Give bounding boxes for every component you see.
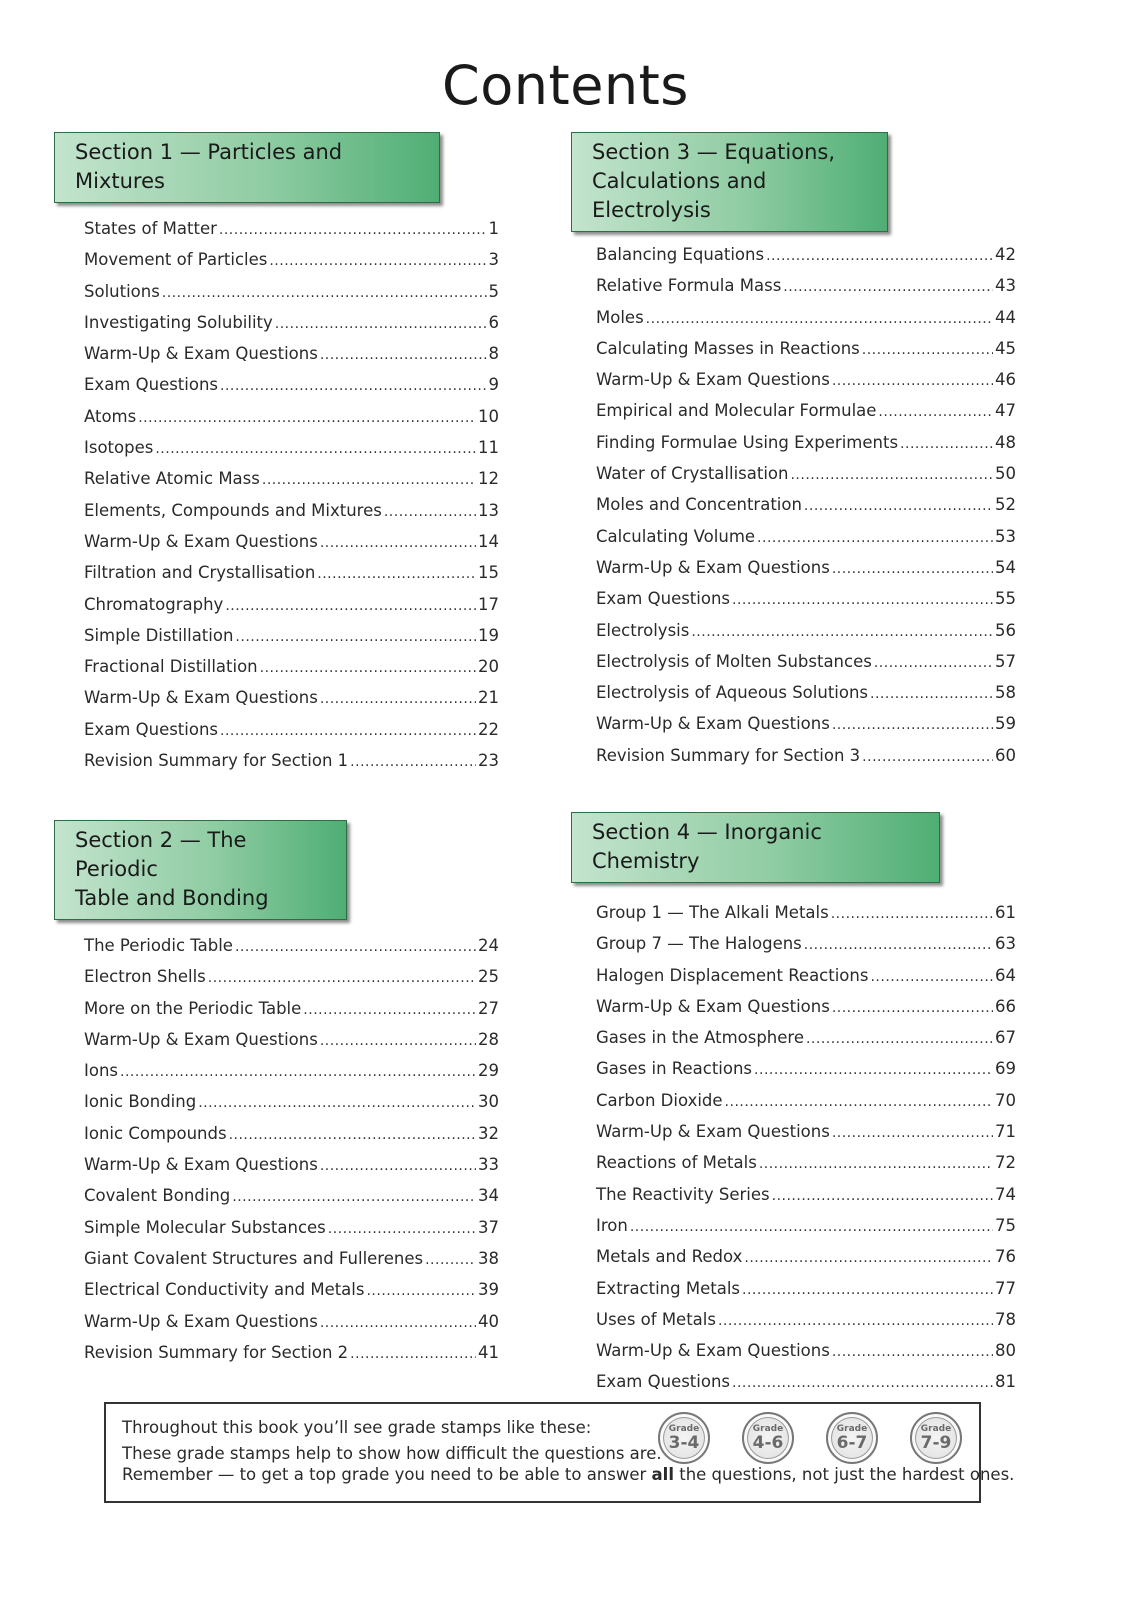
toc-entry-page: 10 (478, 406, 499, 426)
grade-note-line-2: These grade stamps help to show how difficult the questions are. (122, 1444, 662, 1463)
toc-entry (596, 308, 1016, 339)
toc-leader-dots (425, 1252, 476, 1268)
toc-leader-dots (320, 1315, 476, 1331)
toc-entry-title: Gases in Reactions (596, 1059, 753, 1079)
toc-entry-title: Electron Shells (84, 967, 206, 987)
toc-entry (84, 563, 499, 594)
toc-entry (596, 276, 1016, 307)
toc-leader-dots (275, 316, 487, 332)
toc-entry (84, 720, 499, 751)
toc-entry-title: Covalent Bonding (84, 1186, 231, 1206)
toc-entry-page: 13 (478, 500, 499, 520)
toc-leader-dots (725, 1094, 993, 1110)
toc-leader-dots (878, 404, 993, 420)
section-2-heading-line-2: Table and Bonding (75, 886, 269, 910)
toc-entry (596, 1028, 1016, 1059)
toc-entry-page: 38 (478, 1248, 499, 1268)
toc-entry-title: Movement of Particles (84, 250, 268, 270)
toc-entry-title: Electrolysis of Molten Substances (596, 651, 872, 671)
toc-entry-title: Reactions of Metals (596, 1153, 757, 1173)
toc-entry-title: Group 1 — The Alkali Metals (596, 903, 829, 922)
toc-entry-page: 30 (478, 1092, 499, 1112)
toc-entry-page: 23 (478, 751, 499, 771)
toc-entry-title: Ions (84, 1061, 119, 1081)
toc-entry (596, 1059, 1016, 1090)
toc-entry-page: 52 (995, 495, 1016, 515)
toc-leader-dots (732, 1375, 993, 1391)
toc-entry (84, 1249, 499, 1280)
toc-entry-title: Warm-Up & Exam Questions (596, 557, 830, 577)
toc-entry (84, 219, 499, 250)
toc-entry-page: 56 (995, 620, 1016, 640)
toc-entry-title: Balancing Equations (596, 245, 765, 264)
toc-entry (596, 558, 1016, 589)
toc-leader-dots (350, 754, 476, 770)
toc-leader-dots (269, 253, 486, 269)
toc-entry-page: 67 (995, 1028, 1016, 1048)
toc-entry-page: 3 (488, 250, 499, 270)
toc-entry-page: 43 (995, 276, 1016, 296)
toc-entry-page: 11 (478, 438, 499, 458)
toc-entry (596, 1310, 1016, 1341)
toc-entry (84, 1030, 499, 1061)
toc-entry-page: 5 (488, 281, 499, 301)
toc-entry-page: 75 (995, 1215, 1016, 1235)
toc-leader-dots (900, 436, 993, 452)
toc-entry-page: 15 (478, 563, 499, 583)
toc-entry-title: Moles (596, 307, 644, 327)
toc-entry (596, 652, 1016, 683)
toc-entry-page: 66 (995, 996, 1016, 1016)
toc-entry-page: 12 (478, 469, 499, 489)
toc-leader-dots (832, 561, 993, 577)
toc-entry-title: Calculating Volume (596, 526, 756, 546)
grade-note-line-3-end: the questions, not just the hardest ones. (673, 1465, 1015, 1484)
grade-stamp-label: Grade (668, 1423, 700, 1434)
toc-entry (84, 1092, 499, 1123)
grade-note-line-1: Throughout this book you’ll see grade stamps like these: (122, 1418, 592, 1437)
toc-entry-page: 57 (995, 651, 1016, 671)
toc-leader-dots (772, 1188, 993, 1204)
toc-entry-title: Isotopes (84, 438, 154, 458)
toc-leader-dots (235, 629, 476, 645)
grade-stamp-icon (910, 1412, 962, 1464)
grade-stamps (658, 1412, 962, 1464)
toc-entry-title: Finding Formulae Using Experiments (596, 432, 899, 452)
section-3-toc (571, 245, 1016, 777)
toc-leader-dots (870, 969, 993, 985)
toc-entry (84, 1280, 499, 1311)
toc-entry-title: Moles and Concentration (596, 495, 802, 515)
toc-entry-title: Atoms (84, 406, 137, 426)
toc-entry (84, 407, 499, 438)
toc-entry-page: 28 (478, 1029, 499, 1049)
toc-leader-dots (874, 655, 993, 671)
toc-entry-title: Empirical and Molecular Formulae (596, 401, 877, 421)
toc-entry-title: Fractional Distillation (84, 657, 258, 677)
toc-entry-title: Revision Summary for Section 2 (84, 1342, 349, 1362)
toc-entry-page: 39 (478, 1280, 499, 1300)
toc-entry-title: Metals and Redox (596, 1247, 743, 1267)
toc-entry (596, 934, 1016, 965)
toc-entry-page: 44 (995, 307, 1016, 327)
toc-entry-title: Group 7 — The Halogens (596, 934, 802, 954)
toc-entry-page: 9 (488, 375, 499, 395)
toc-entry (84, 501, 499, 532)
toc-entry (84, 1124, 499, 1155)
toc-entry (84, 657, 499, 688)
toc-entry-title: Chromatography (84, 594, 224, 614)
toc-leader-dots (732, 592, 993, 608)
toc-entry (596, 245, 1016, 276)
toc-leader-dots (219, 222, 487, 238)
toc-entry (84, 532, 499, 563)
toc-entry-title: Water of Crystallisation (596, 464, 789, 484)
toc-leader-dots (120, 1064, 476, 1080)
grade-stamp-value: 4-6 (752, 1432, 784, 1453)
toc-leader-dots (232, 1189, 476, 1205)
toc-entry-page: 80 (995, 1341, 1016, 1361)
toc-entry-title: Warm-Up & Exam Questions (596, 1341, 830, 1361)
toc-entry-title: Relative Atomic Mass (84, 469, 260, 489)
toc-leader-dots (790, 467, 993, 483)
toc-entry (596, 370, 1016, 401)
toc-entry-title: Investigating Solubility (84, 312, 273, 332)
toc-leader-dots (759, 1156, 993, 1172)
grade-note-emphasis: all (651, 1465, 674, 1484)
toc-leader-dots (320, 535, 476, 551)
toc-entry (596, 621, 1016, 652)
section-4-heading: Section 4 — Inorganic Chemistry (571, 812, 940, 883)
toc-entry-title: Revision Summary for Section 3 (596, 745, 861, 765)
grade-stamp-icon (742, 1412, 794, 1464)
toc-entry (84, 282, 499, 313)
toc-entry-title: Warm-Up & Exam Questions (596, 1122, 830, 1142)
toc-entry (596, 997, 1016, 1028)
toc-entry-title: Exam Questions (84, 375, 219, 395)
toc-leader-dots (138, 410, 476, 426)
toc-entry (84, 936, 499, 967)
toc-entry-title: Gases in the Atmosphere (596, 1028, 804, 1048)
toc-entry-page: 63 (995, 934, 1016, 954)
toc-entry-title: Halogen Displacement Reactions (596, 965, 869, 985)
toc-entry (596, 1185, 1016, 1216)
toc-entry-page: 33 (478, 1155, 499, 1175)
toc-entry-page: 69 (995, 1059, 1016, 1079)
toc-entry (84, 344, 499, 375)
toc-entry-title: Warm-Up & Exam Questions (84, 688, 318, 708)
toc-entry-title: Elements, Compounds and Mixtures (84, 500, 382, 520)
toc-entry-page: 17 (478, 594, 499, 614)
toc-entry (84, 595, 499, 626)
toc-entry-page: 81 (995, 1372, 1016, 1392)
section-1-toc (54, 219, 499, 782)
toc-entry-title: The Periodic Table (84, 936, 233, 955)
toc-entry-page: 47 (995, 401, 1016, 421)
toc-entry (84, 1343, 499, 1374)
toc-entry-title: Extracting Metals (596, 1278, 741, 1298)
toc-leader-dots (220, 723, 476, 739)
toc-leader-dots (384, 504, 476, 520)
toc-leader-dots (162, 285, 487, 301)
section-2-toc (54, 936, 499, 1374)
toc-entry-title: Warm-Up & Exam Questions (84, 344, 318, 364)
toc-entry-title: Exam Questions (596, 1372, 731, 1392)
toc-entry-page: 25 (478, 967, 499, 987)
grade-stamp-value: 3-4 (668, 1432, 700, 1453)
section-2-heading-line-1: Section 2 — The Periodic (75, 828, 247, 881)
section-3-heading (571, 132, 888, 232)
toc-entry-title: Warm-Up & Exam Questions (596, 370, 830, 390)
toc-leader-dots (317, 566, 476, 582)
toc-entry-title: Uses of Metals (596, 1309, 716, 1329)
toc-entry (596, 746, 1016, 777)
toc-entry-title: Relative Formula Mass (596, 276, 782, 296)
toc-entry-page: 22 (478, 719, 499, 739)
toc-entry (84, 313, 499, 344)
toc-entry-page: 41 (478, 1342, 499, 1362)
toc-leader-dots (262, 472, 476, 488)
toc-entry-page: 61 (995, 903, 1016, 922)
toc-leader-dots (303, 1002, 476, 1018)
toc-leader-dots (832, 1344, 993, 1360)
toc-entry (596, 464, 1016, 495)
toc-entry (596, 966, 1016, 997)
toc-entry-page: 1 (488, 219, 499, 238)
toc-entry (596, 1122, 1016, 1153)
section-3-heading-line-2: Calculations and Electrolysis (592, 169, 767, 222)
toc-leader-dots (832, 1125, 993, 1141)
toc-entry-title: Exam Questions (596, 589, 731, 609)
toc-leader-dots (320, 1033, 476, 1049)
toc-leader-dots (350, 1346, 476, 1362)
toc-leader-dots (754, 1062, 993, 1078)
toc-entry-page: 72 (995, 1153, 1016, 1173)
toc-leader-dots (229, 1127, 476, 1143)
toc-entry-title: Solutions (84, 281, 160, 301)
toc-entry (84, 1155, 499, 1186)
toc-entry-title: Warm-Up & Exam Questions (596, 714, 830, 734)
toc-leader-dots (366, 1283, 476, 1299)
grade-stamp-value: 6-7 (836, 1432, 868, 1453)
section-3-heading-line-1: Section 3 — Equations, (592, 140, 836, 164)
toc-entry-title: Warm-Up & Exam Questions (596, 996, 830, 1016)
section-2-heading (54, 820, 347, 920)
toc-entry-page: 78 (995, 1309, 1016, 1329)
grade-stamp-icon (658, 1412, 710, 1464)
toc-entry-title: Warm-Up & Exam Questions (84, 1311, 318, 1331)
toc-entry-page: 32 (478, 1123, 499, 1143)
toc-entry (596, 589, 1016, 620)
toc-entry-title: States of Matter (84, 219, 217, 238)
grade-stamp-label: Grade (836, 1423, 868, 1434)
toc-leader-dots (766, 248, 993, 264)
toc-entry (84, 999, 499, 1030)
toc-entry-page: 64 (995, 965, 1016, 985)
toc-leader-dots (832, 1000, 993, 1016)
toc-leader-dots (832, 373, 993, 389)
section-1-heading: Section 1 — Particles and Mixtures (54, 132, 440, 203)
toc-entry (596, 1372, 1016, 1403)
grade-note-line-3-start: Remember — to get a top grade you need to be able to answer (122, 1465, 652, 1484)
section-4 (571, 812, 1016, 1404)
toc-leader-dots (646, 311, 993, 327)
toc-entry-page: 20 (478, 657, 499, 677)
grade-note-line-3 (122, 1465, 1014, 1484)
toc-entry-page: 59 (995, 714, 1016, 734)
toc-entry (596, 1247, 1016, 1278)
toc-entry-page: 14 (478, 531, 499, 551)
section-1 (54, 132, 499, 782)
page-title: Contents (442, 54, 689, 117)
toc-entry-title: Ionic Bonding (84, 1092, 197, 1112)
toc-entry-page: 70 (995, 1090, 1016, 1110)
toc-entry (596, 495, 1016, 526)
toc-leader-dots (155, 441, 476, 457)
toc-entry-page: 48 (995, 432, 1016, 452)
toc-entry (596, 1091, 1016, 1122)
toc-entry-title: Giant Covalent Structures and Fullerenes (84, 1248, 424, 1268)
toc-entry-page: 55 (995, 589, 1016, 609)
toc-entry (84, 1218, 499, 1249)
toc-entry-page: 42 (995, 245, 1016, 264)
toc-entry-page: 27 (478, 998, 499, 1018)
toc-leader-dots (260, 660, 476, 676)
toc-entry-page: 46 (995, 370, 1016, 390)
grade-stamp-value: 7-9 (920, 1432, 952, 1453)
toc-entry-title: Calculating Masses in Reactions (596, 338, 860, 358)
toc-leader-dots (328, 1221, 476, 1237)
section-2 (54, 820, 499, 1374)
toc-leader-dots (320, 691, 476, 707)
toc-entry-title: Warm-Up & Exam Questions (84, 1029, 318, 1049)
toc-leader-dots (320, 347, 487, 363)
toc-entry-title: The Reactivity Series (596, 1184, 770, 1204)
toc-entry (596, 339, 1016, 370)
toc-entry-title: More on the Periodic Table (84, 998, 302, 1018)
toc-entry-page: 53 (995, 526, 1016, 546)
toc-entry (596, 714, 1016, 745)
toc-entry-title: Electrolysis (596, 620, 690, 640)
toc-entry (84, 688, 499, 719)
toc-entry (596, 1279, 1016, 1310)
toc-entry (596, 1153, 1016, 1184)
toc-entry (596, 1341, 1016, 1372)
toc-entry (84, 375, 499, 406)
toc-entry-title: Exam Questions (84, 719, 219, 739)
toc-entry-page: 76 (995, 1247, 1016, 1267)
toc-entry-page: 29 (478, 1061, 499, 1081)
grade-stamp-note (104, 1402, 1015, 1503)
toc-entry-page: 8 (488, 344, 499, 364)
grade-stamp-label: Grade (920, 1423, 952, 1434)
toc-leader-dots (757, 530, 993, 546)
toc-leader-dots (804, 937, 993, 953)
toc-entry (84, 1186, 499, 1217)
toc-leader-dots (718, 1313, 993, 1329)
toc-leader-dots (220, 378, 486, 394)
toc-entry (84, 1061, 499, 1092)
toc-entry-title: Filtration and Crystallisation (84, 563, 316, 583)
toc-entry-page: 77 (995, 1278, 1016, 1298)
section-3 (571, 132, 1016, 777)
grade-stamp-icon (826, 1412, 878, 1464)
toc-entry (84, 626, 499, 657)
toc-entry-title: Iron (596, 1215, 628, 1235)
toc-entry (84, 1312, 499, 1343)
toc-leader-dots (225, 598, 476, 614)
toc-entry-page: 34 (478, 1186, 499, 1206)
toc-entry-title: Ionic Compounds (84, 1123, 227, 1143)
toc-entry (596, 683, 1016, 714)
toc-entry-title: Warm-Up & Exam Questions (84, 531, 318, 551)
toc-entry-page: 45 (995, 338, 1016, 358)
toc-leader-dots (691, 624, 993, 640)
toc-entry (596, 401, 1016, 432)
toc-entry-page: 54 (995, 557, 1016, 577)
toc-entry-title: Electrical Conductivity and Metals (84, 1280, 365, 1300)
toc-entry-page: 74 (995, 1184, 1016, 1204)
toc-leader-dots (832, 717, 993, 733)
toc-entry-page: 24 (478, 936, 499, 955)
toc-entry-title: Simple Molecular Substances (84, 1217, 326, 1237)
toc-entry-page: 21 (478, 688, 499, 708)
toc-entry (84, 438, 499, 469)
toc-leader-dots (831, 906, 993, 922)
toc-leader-dots (742, 1282, 993, 1298)
toc-entry (596, 433, 1016, 464)
toc-leader-dots (320, 1158, 476, 1174)
toc-entry (84, 469, 499, 500)
toc-leader-dots (208, 970, 476, 986)
toc-entry-page: 37 (478, 1217, 499, 1237)
toc-entry-title: Simple Distillation (84, 625, 234, 645)
toc-entry-title: Carbon Dioxide (596, 1090, 723, 1110)
toc-entry-page: 58 (995, 683, 1016, 703)
toc-entry (84, 967, 499, 998)
toc-leader-dots (862, 342, 993, 358)
toc-entry-title: Warm-Up & Exam Questions (84, 1155, 318, 1175)
toc-entry (596, 903, 1016, 934)
toc-entry (84, 250, 499, 281)
toc-entry-title: Electrolysis of Aqueous Solutions (596, 683, 869, 703)
toc-leader-dots (235, 939, 476, 955)
toc-leader-dots (806, 1031, 993, 1047)
toc-entry-page: 40 (478, 1311, 499, 1331)
toc-entry-page: 50 (995, 464, 1016, 484)
toc-leader-dots (744, 1250, 993, 1266)
toc-entry (84, 751, 499, 782)
toc-leader-dots (198, 1095, 476, 1111)
toc-entry-page: 6 (488, 312, 499, 332)
toc-leader-dots (630, 1219, 993, 1235)
grade-stamp-label: Grade (752, 1423, 784, 1434)
toc-entry (596, 527, 1016, 558)
toc-leader-dots (804, 498, 993, 514)
toc-entry-page: 71 (995, 1122, 1016, 1142)
toc-leader-dots (870, 686, 993, 702)
toc-entry-title: Revision Summary for Section 1 (84, 751, 349, 771)
toc-entry-page: 60 (995, 745, 1016, 765)
section-4-toc (571, 903, 1016, 1404)
toc-entry-page: 19 (478, 625, 499, 645)
toc-leader-dots (862, 749, 993, 765)
toc-entry (596, 1216, 1016, 1247)
toc-leader-dots (783, 279, 993, 295)
